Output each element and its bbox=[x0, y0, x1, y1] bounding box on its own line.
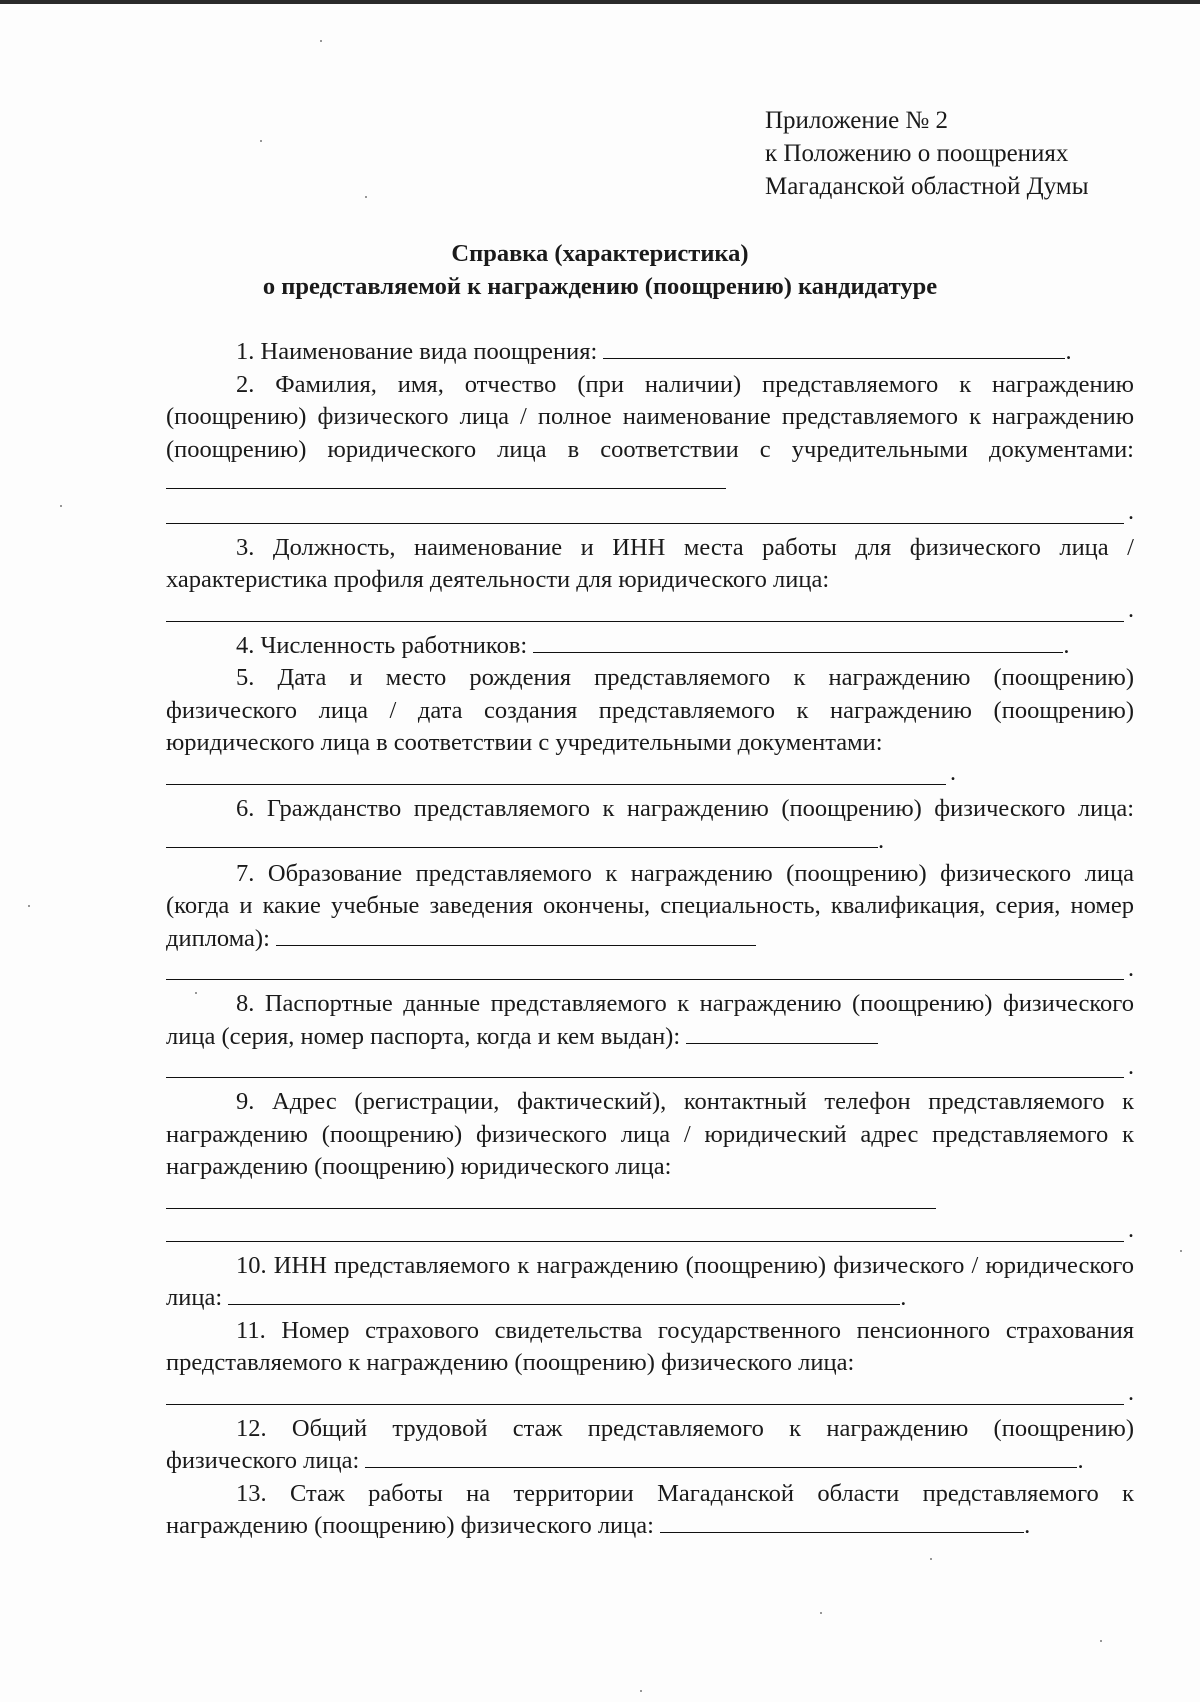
title-line-2: о представляемой к награждению (поощрению) кандидатуре bbox=[262, 273, 938, 300]
speck bbox=[1100, 1640, 1102, 1642]
scan-top-edge bbox=[0, 0, 1200, 4]
document-title bbox=[0, 237, 1200, 303]
item-12-blank[interactable] bbox=[365, 1445, 1077, 1468]
form-item-3 bbox=[166, 532, 1134, 597]
item-13-blank[interactable] bbox=[660, 1510, 1024, 1533]
item-7-blank-line[interactable] bbox=[166, 955, 1134, 982]
item-12-text: 12. Общий трудовой стаж представляемого к награждению (поощрению) физического лица: bbox=[166, 1414, 1134, 1474]
form-item-12 bbox=[166, 1413, 1134, 1478]
item-7-dot: . bbox=[1128, 955, 1134, 982]
item-2-text: 2. Фамилия, имя, отчество (при наличии) представляемого к награждению (поощрению) физического лица / полное наименование представляемого к награждению (поощрению) юридического лица в соответствии с учредительными документами: bbox=[166, 370, 1134, 463]
form-item-4 bbox=[166, 630, 1134, 663]
form-item-1 bbox=[166, 336, 1134, 369]
item-9-text: 9. Адрес (регистрации, фактический), контактный телефон представляемого к награждению (поощрению) физического лица / юридический адрес представляемого к награждению (поощрению) юридического лица: bbox=[166, 1088, 1134, 1180]
item-5-text: 5. Дата и место рождения представляемого к награждению (поощрению) физического лица / дата создания представляемого к награждению (поощрению) юридического лица в соответствии с учредительными документами: bbox=[166, 664, 1134, 756]
item-5-dot: . bbox=[950, 760, 956, 786]
item-4-blank[interactable] bbox=[533, 630, 1063, 653]
item-9-blank-line-1[interactable] bbox=[166, 1184, 936, 1209]
speck bbox=[1180, 1250, 1182, 1252]
item-12-dot: . bbox=[1077, 1447, 1084, 1474]
appendix-line-2: к Положению о поощрениях bbox=[765, 140, 1069, 167]
appendix-line-3: Магаданской областной Думы bbox=[765, 173, 1089, 200]
title-line-1: Справка (характеристика) bbox=[451, 240, 749, 267]
item-6-dot: . bbox=[878, 827, 885, 854]
item-2-blank-inline[interactable] bbox=[166, 466, 726, 489]
speck bbox=[28, 905, 30, 907]
appendix-line-1: Приложение № 2 bbox=[765, 107, 949, 134]
item-1-blank[interactable] bbox=[603, 336, 1065, 359]
form-item-9 bbox=[166, 1086, 1134, 1184]
item-9-blank-line-2[interactable] bbox=[166, 1217, 1134, 1243]
item-6-text: 6. Гражданство представляемого к награждению (поощрению) физического лица: bbox=[236, 794, 1134, 822]
item-4-dot: . bbox=[1063, 631, 1070, 659]
speck bbox=[195, 992, 197, 994]
speck bbox=[820, 1612, 822, 1614]
form-item-13 bbox=[166, 1478, 1134, 1543]
item-1-dot: . bbox=[1065, 338, 1072, 365]
item-8-blank-inline[interactable] bbox=[686, 1021, 878, 1044]
form-item-2 bbox=[166, 369, 1134, 499]
item-9-dot: . bbox=[1128, 1217, 1134, 1243]
item-2-blank-line[interactable] bbox=[166, 499, 1134, 525]
speck bbox=[640, 1690, 642, 1692]
item-13-dot: . bbox=[1024, 1512, 1031, 1539]
item-7-blank-inline[interactable] bbox=[276, 923, 756, 946]
item-6-blank[interactable] bbox=[166, 825, 878, 848]
appendix-header bbox=[765, 104, 1089, 203]
item-3-dot: . bbox=[1128, 597, 1134, 623]
item-10-text: 10. ИНН представляемого к награждению (поощрению) физического / юридического лица: bbox=[166, 1251, 1134, 1311]
form-item-10 bbox=[166, 1250, 1134, 1315]
speck bbox=[260, 140, 262, 142]
item-1-text: 1. Наименование вида поощрения: bbox=[236, 338, 598, 365]
speck bbox=[320, 40, 322, 42]
item-8-dot: . bbox=[1128, 1053, 1134, 1080]
item-10-dot: . bbox=[900, 1284, 907, 1311]
form-body bbox=[166, 336, 1134, 1543]
item-11-blank-line[interactable] bbox=[166, 1380, 1134, 1406]
form-item-11 bbox=[166, 1315, 1134, 1380]
item-8-blank-line[interactable] bbox=[166, 1053, 1134, 1080]
item-2-dot: . bbox=[1128, 499, 1134, 525]
speck bbox=[365, 196, 367, 198]
form-item-8 bbox=[166, 988, 1134, 1053]
form-item-5 bbox=[166, 662, 1134, 760]
speck bbox=[60, 505, 62, 507]
item-13-text: 13. Стаж работы на территории Магаданской области представляемого к награждению (поощрению) физического лица: bbox=[166, 1479, 1134, 1539]
item-11-text: 11. Номер страхового свидетельства государственного пенсионного страхования представляемого к награждению (поощрению) физического лица: bbox=[166, 1316, 1134, 1376]
speck bbox=[930, 1558, 932, 1560]
form-item-7 bbox=[166, 858, 1134, 956]
item-7-text: 7. Образование представляемого к награждению (поощрению) физического лица (когда и какие учебные заведения окончены, специальность, квалификация, серия, номер диплома): bbox=[166, 859, 1134, 952]
item-5-blank-line[interactable] bbox=[166, 760, 956, 786]
item-10-blank[interactable] bbox=[228, 1282, 900, 1305]
form-item-6 bbox=[166, 793, 1134, 858]
item-11-dot: . bbox=[1128, 1380, 1134, 1406]
item-8-text: 8. Паспортные данные представляемого к награждению (поощрению) физического лица (серия, номер паспорта, когда и кем выдан): bbox=[166, 990, 1134, 1050]
item-3-text: 3. Должность, наименование и ИНН места работы для физического лица / характеристика профиля деятельности для юридического лица: bbox=[166, 533, 1134, 593]
item-3-blank-line[interactable] bbox=[166, 597, 1134, 623]
item-4-text: 4. Численность работников: bbox=[236, 631, 528, 659]
